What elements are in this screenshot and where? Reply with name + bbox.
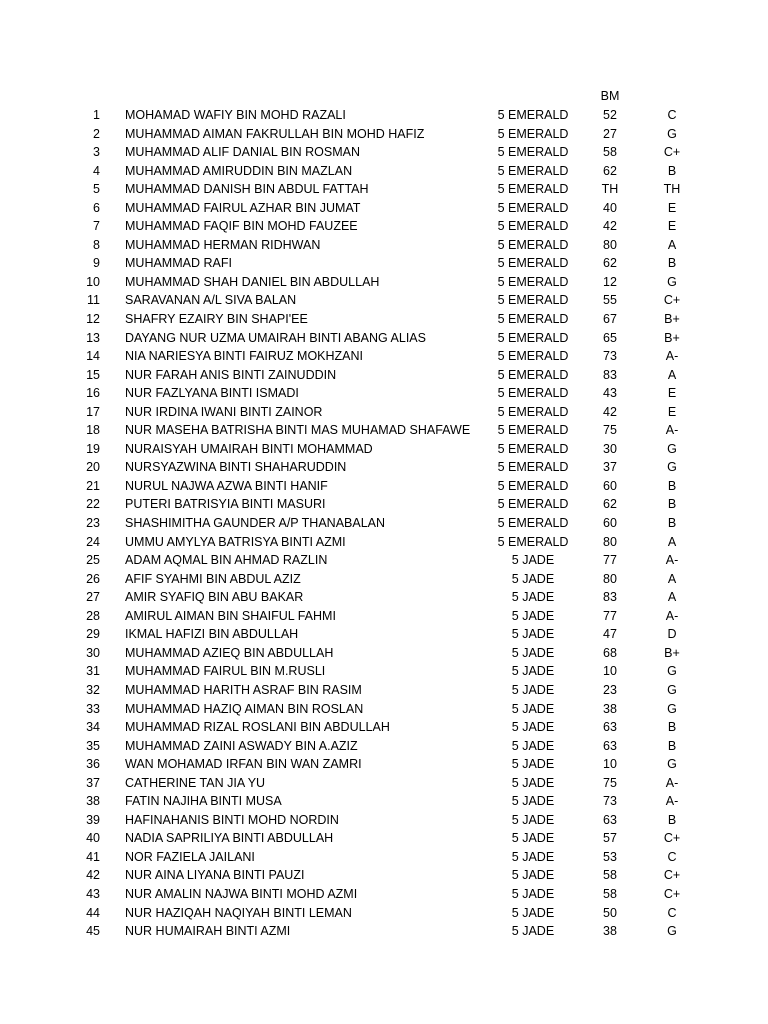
bm-grade: A-	[665, 794, 679, 809]
row-number: 44	[86, 905, 100, 920]
bm-mark: 38	[603, 924, 617, 939]
student-name: MUHAMMAD ALIF DANIAL BIN ROSMAN	[125, 145, 360, 160]
student-name: MUHAMMAD AZIEQ BIN ABDULLAH	[125, 645, 334, 660]
student-name: SHAFRY EZAIRY BIN SHAPI'EE	[125, 312, 308, 327]
class-name: 5 EMERALD	[497, 312, 569, 327]
class-name: 5 JADE	[511, 757, 555, 772]
bm-mark: 55	[603, 293, 617, 308]
table-row	[0, 495, 768, 514]
class-name: 5 JADE	[511, 664, 555, 679]
student-list	[0, 106, 768, 941]
table-row	[0, 644, 768, 663]
row-number: 13	[86, 330, 100, 345]
class-name: 5 EMERALD	[497, 534, 569, 549]
bm-grade: C	[667, 905, 677, 920]
table-row	[0, 625, 768, 644]
table-row	[0, 236, 768, 255]
table-row	[0, 180, 768, 199]
table-row	[0, 329, 768, 348]
bm-mark: 75	[603, 423, 617, 438]
student-name: MUHAMMAD SHAH DANIEL BIN ABDULLAH	[125, 274, 380, 289]
bm-mark: 50	[603, 905, 617, 920]
class-name: 5 EMERALD	[497, 441, 569, 456]
bm-mark: 67	[603, 312, 617, 327]
table-row	[0, 421, 768, 440]
bm-grade: A	[667, 534, 677, 549]
class-name: 5 EMERALD	[497, 367, 569, 382]
class-name: 5 JADE	[511, 886, 555, 901]
bm-grade: C+	[663, 868, 681, 883]
class-name: 5 JADE	[511, 775, 555, 790]
row-number: 10	[86, 274, 100, 289]
table-row	[0, 533, 768, 552]
bm-mark: 68	[603, 645, 617, 660]
row-number: 22	[86, 497, 100, 512]
student-name: NOR FAZIELA JAILANI	[125, 849, 255, 864]
table-row	[0, 440, 768, 459]
class-name: 5 JADE	[511, 794, 555, 809]
table-row	[0, 477, 768, 496]
row-number: 12	[86, 312, 100, 327]
bm-mark: 58	[603, 145, 617, 160]
bm-grade: B+	[664, 645, 680, 660]
bm-grade: B	[667, 720, 677, 735]
class-name: 5 EMERALD	[497, 423, 569, 438]
bm-grade: A	[667, 590, 677, 605]
bm-mark: 10	[603, 757, 617, 772]
header-row	[0, 87, 768, 106]
student-name: NUR MASEHA BATRISHA BINTI MAS MUHAMAD SHAFAWE	[125, 423, 471, 438]
class-name: 5 JADE	[511, 645, 555, 660]
row-number: 15	[86, 367, 100, 382]
class-name: 5 JADE	[511, 924, 555, 939]
bm-mark: 80	[603, 571, 617, 586]
table-row	[0, 848, 768, 867]
table-row	[0, 922, 768, 941]
bm-mark: 77	[603, 608, 617, 623]
table-row	[0, 904, 768, 923]
row-number: 11	[87, 293, 100, 308]
student-name: SHASHIMITHA GAUNDER A/P THANABALAN	[125, 516, 386, 531]
bm-grade: G	[667, 460, 677, 475]
bm-grade: C	[667, 849, 677, 864]
class-name: 5 EMERALD	[497, 497, 569, 512]
table-row	[0, 866, 768, 885]
class-name: 5 EMERALD	[497, 404, 569, 419]
row-number: 21	[86, 478, 100, 493]
student-name: NURSYAZWINA BINTI SHAHARUDDIN	[125, 460, 347, 475]
table-row	[0, 199, 768, 218]
student-name: NURAISYAH UMAIRAH BINTI MOHAMMAD	[125, 441, 373, 456]
student-name: NIA NARIESYA BINTI FAIRUZ MOKHZANI	[125, 349, 364, 364]
bm-mark: 57	[603, 831, 617, 846]
student-name: AFIF SYAHMI BIN ABDUL AZIZ	[125, 571, 301, 586]
bm-grade: A-	[665, 423, 679, 438]
table-row	[0, 514, 768, 533]
student-name: MUHAMMAD HERMAN RIDHWAN	[125, 237, 321, 252]
row-number: 41	[86, 849, 100, 864]
class-name: 5 EMERALD	[497, 349, 569, 364]
row-number: 24	[86, 534, 100, 549]
row-number: 17	[86, 404, 100, 419]
bm-mark: 63	[603, 720, 617, 735]
class-name: 5 JADE	[511, 905, 555, 920]
table-row	[0, 106, 768, 125]
student-name: NUR AMALIN NAJWA BINTI MOHD AZMI	[125, 886, 358, 901]
class-name: 5 JADE	[511, 590, 555, 605]
student-name: NADIA SAPRILIYA BINTI ABDULLAH	[125, 831, 334, 846]
table-row	[0, 662, 768, 681]
table-row	[0, 792, 768, 811]
bm-mark: 60	[603, 516, 617, 531]
table-row	[0, 588, 768, 607]
row-number: 43	[86, 886, 100, 901]
student-name: WAN MOHAMAD IRFAN BIN WAN ZAMRI	[125, 757, 362, 772]
bm-mark: 60	[603, 478, 617, 493]
table-row	[0, 811, 768, 830]
student-name: MUHAMMAD FAIRUL AZHAR BIN JUMAT	[125, 200, 361, 215]
bm-mark: 77	[603, 553, 617, 568]
bm-mark: TH	[601, 182, 619, 197]
class-name: 5 EMERALD	[497, 330, 569, 345]
bm-grade: C+	[663, 145, 681, 160]
student-name: MUHAMMAD AMIRUDDIN BIN MAZLAN	[125, 163, 353, 178]
table-row	[0, 143, 768, 162]
student-name: MUHAMMAD AIMAN FAKRULLAH BIN MOHD HAFIZ	[125, 126, 425, 141]
bm-grade: C	[667, 108, 677, 122]
bm-mark: 27	[603, 126, 617, 141]
student-name: MUHAMMAD FAQIF BIN MOHD FAUZEE	[125, 219, 358, 234]
class-name: 5 EMERALD	[497, 200, 569, 215]
class-name: 5 JADE	[511, 701, 555, 716]
bm-mark: 58	[603, 868, 617, 883]
table-row	[0, 737, 768, 756]
student-name: MUHAMMAD ZAINI ASWADY BIN A.AZIZ	[125, 738, 358, 753]
student-name: MUHAMMAD DANISH BIN ABDUL FATTAH	[125, 182, 369, 197]
row-number: 39	[86, 812, 100, 827]
row-number: 26	[86, 571, 100, 586]
student-name: MUHAMMAD RIZAL ROSLANI BIN ABDULLAH	[125, 720, 390, 735]
class-name: 5 EMERALD	[497, 108, 569, 122]
bm-grade: G	[667, 701, 677, 716]
row-number: 16	[86, 386, 100, 401]
class-name: 5 EMERALD	[497, 145, 569, 160]
table-row	[0, 384, 768, 403]
class-name: 5 JADE	[511, 682, 555, 697]
bm-grade: A-	[665, 775, 679, 790]
bm-grade: C+	[663, 293, 681, 308]
student-name: NURUL NAJWA AZWA BINTI HANIF	[125, 478, 328, 493]
student-name: MUHAMMAD HAZIQ AIMAN BIN ROSLAN	[125, 701, 364, 716]
student-name: ADAM AQMAL BIN AHMAD RAZLIN	[125, 553, 328, 568]
row-number: 25	[86, 553, 100, 568]
row-number: 14	[86, 349, 100, 364]
table-row	[0, 125, 768, 144]
row-number: 9	[93, 256, 100, 271]
row-number: 33	[86, 701, 100, 716]
bm-grade: B	[667, 812, 677, 827]
row-number: 40	[86, 831, 100, 846]
table-row	[0, 291, 768, 310]
bm-mark: 10	[603, 664, 617, 679]
class-name: 5 JADE	[511, 608, 555, 623]
bm-grade: A-	[665, 608, 679, 623]
student-name: NUR HUMAIRAH BINTI AZMI	[125, 924, 291, 939]
bm-grade: B	[667, 478, 677, 493]
bm-mark: 30	[603, 441, 617, 456]
bm-grade: A	[667, 367, 677, 382]
table-row	[0, 570, 768, 589]
table-row	[0, 366, 768, 385]
student-name: NUR HAZIQAH NAQIYAH BINTI LEMAN	[125, 905, 352, 920]
bm-grade: C+	[663, 831, 681, 846]
class-name: 5 EMERALD	[497, 126, 569, 141]
class-name: 5 JADE	[511, 553, 555, 568]
table-row	[0, 347, 768, 366]
table-row	[0, 700, 768, 719]
class-name: 5 EMERALD	[497, 386, 569, 401]
class-name: 5 JADE	[511, 831, 555, 846]
bm-mark: 42	[603, 219, 617, 234]
bm-mark: 62	[603, 163, 617, 178]
bm-grade: C+	[663, 886, 681, 901]
table-row	[0, 310, 768, 329]
row-number: 1	[93, 108, 100, 122]
row-number: 18	[86, 423, 100, 438]
class-name: 5 JADE	[511, 720, 555, 735]
class-name: 5 EMERALD	[497, 293, 569, 308]
row-number: 27	[86, 590, 100, 605]
class-name: 5 EMERALD	[497, 256, 569, 271]
student-name: NUR FAZLYANA BINTI ISMADI	[125, 386, 299, 401]
bm-grade: B+	[664, 312, 680, 327]
bm-grade: B	[667, 497, 677, 512]
row-number: 8	[93, 237, 100, 252]
bm-grade: A	[667, 237, 677, 252]
bm-mark: 75	[603, 775, 617, 790]
table-row	[0, 403, 768, 422]
row-number: 38	[86, 794, 100, 809]
student-name: CATHERINE TAN JIA YU	[125, 775, 266, 790]
bm-mark: 80	[603, 534, 617, 549]
row-number: 20	[86, 460, 100, 475]
class-name: 5 EMERALD	[497, 516, 569, 531]
class-name: 5 EMERALD	[497, 237, 569, 252]
row-number: 2	[93, 126, 100, 141]
bm-mark: 53	[603, 849, 617, 864]
row-number: 6	[93, 200, 100, 215]
table-row	[0, 273, 768, 292]
table-row	[0, 607, 768, 626]
row-number: 28	[86, 608, 100, 623]
student-name: DAYANG NUR UZMA UMAIRAH BINTI ABANG ALIAS	[125, 330, 426, 345]
bm-grade: B+	[664, 330, 680, 345]
class-name: 5 EMERALD	[497, 460, 569, 475]
subject-header: BM	[600, 89, 620, 103]
class-name: 5 EMERALD	[497, 182, 569, 197]
row-number: 19	[86, 441, 100, 456]
table-row	[0, 755, 768, 774]
bm-grade: G	[667, 682, 677, 697]
bm-grade: G	[667, 924, 677, 939]
student-name: NUR FARAH ANIS BINTI ZAINUDDIN	[125, 367, 337, 382]
bm-mark: 83	[603, 590, 617, 605]
class-name: 5 EMERALD	[497, 478, 569, 493]
class-name: 5 JADE	[511, 868, 555, 883]
student-name: NUR AINA LIYANA BINTI PAUZI	[125, 868, 305, 883]
student-name: HAFINAHANIS BINTI MOHD NORDIN	[125, 812, 339, 827]
table-row	[0, 885, 768, 904]
bm-grade: A	[667, 571, 677, 586]
bm-grade: B	[667, 163, 677, 178]
student-name: SARAVANAN A/L SIVA BALAN	[125, 293, 297, 308]
bm-mark: 65	[603, 330, 617, 345]
table-row	[0, 681, 768, 700]
bm-mark: 58	[603, 886, 617, 901]
student-name: NUR IRDINA IWANI BINTI ZAINOR	[125, 404, 323, 419]
row-number: 4	[93, 163, 100, 178]
class-name: 5 JADE	[511, 812, 555, 827]
row-number: 42	[86, 868, 100, 883]
bm-mark: 40	[603, 200, 617, 215]
bm-mark: 62	[603, 497, 617, 512]
class-name: 5 JADE	[511, 849, 555, 864]
bm-mark: 80	[603, 237, 617, 252]
row-number: 36	[86, 757, 100, 772]
bm-grade: E	[667, 219, 677, 234]
table-row	[0, 254, 768, 273]
class-name: 5 JADE	[511, 738, 555, 753]
table-row	[0, 458, 768, 477]
bm-grade: B	[667, 256, 677, 271]
bm-mark: 52	[603, 108, 617, 122]
row-number: 3	[93, 145, 100, 160]
bm-mark: 63	[603, 738, 617, 753]
row-number: 34	[86, 720, 100, 735]
bm-grade: B	[667, 516, 677, 531]
bm-mark: 37	[603, 460, 617, 475]
bm-grade: E	[667, 200, 677, 215]
bm-grade: D	[667, 627, 677, 642]
class-name: 5 EMERALD	[497, 274, 569, 289]
table-row	[0, 551, 768, 570]
bm-grade: A-	[665, 349, 679, 364]
bm-mark: 63	[603, 812, 617, 827]
student-name: FATIN NAJIHA BINTI MUSA	[125, 794, 282, 809]
table-row	[0, 718, 768, 737]
row-number: 37	[86, 775, 100, 790]
student-name: UMMU AMYLYA BATRISYA BINTI AZMI	[125, 534, 346, 549]
bm-mark: 62	[603, 256, 617, 271]
bm-mark: 23	[603, 682, 617, 697]
bm-grade: G	[667, 441, 677, 456]
bm-grade: TH	[663, 182, 681, 197]
row-number: 30	[86, 645, 100, 660]
row-number: 7	[93, 219, 100, 234]
row-number: 29	[86, 627, 100, 642]
student-name: IKMAL HAFIZI BIN ABDULLAH	[125, 627, 299, 642]
row-number: 5	[93, 182, 100, 197]
bm-mark: 47	[603, 627, 617, 642]
row-number: 23	[86, 516, 100, 531]
student-name: MUHAMMAD FAIRUL BIN M.RUSLI	[125, 664, 326, 679]
row-number: 31	[86, 664, 100, 679]
table-row	[0, 162, 768, 181]
row-number: 45	[86, 924, 100, 939]
bm-mark: 83	[603, 367, 617, 382]
bm-grade: G	[667, 757, 677, 772]
row-number: 32	[86, 682, 100, 697]
table-row	[0, 829, 768, 848]
table-row	[0, 217, 768, 236]
bm-mark: 12	[603, 274, 617, 289]
student-name: MOHAMAD WAFIY BIN MOHD RAZALI	[125, 108, 346, 122]
student-name: AMIRUL AIMAN BIN SHAIFUL FAHMI	[125, 608, 336, 623]
student-name: PUTERI BATRISYIA BINTI MASURI	[125, 497, 326, 512]
bm-grade: E	[667, 386, 677, 401]
bm-grade: E	[667, 404, 677, 419]
bm-mark: 43	[603, 386, 617, 401]
student-name: MUHAMMAD RAFI	[125, 256, 232, 271]
class-name: 5 EMERALD	[497, 163, 569, 178]
bm-grade: A-	[665, 553, 679, 568]
bm-grade: G	[667, 274, 677, 289]
bm-grade: G	[667, 126, 677, 141]
bm-grade: B	[667, 738, 677, 753]
bm-mark: 38	[603, 701, 617, 716]
class-name: 5 EMERALD	[497, 219, 569, 234]
row-number: 35	[86, 738, 100, 753]
student-name: AMIR SYAFIQ BIN ABU BAKAR	[125, 590, 304, 605]
table-row	[0, 774, 768, 793]
class-name: 5 JADE	[511, 571, 555, 586]
class-name: 5 JADE	[511, 627, 555, 642]
bm-grade: G	[667, 664, 677, 679]
student-name: MUHAMMAD HARITH ASRAF BIN RASIM	[125, 682, 362, 697]
bm-mark: 73	[603, 794, 617, 809]
bm-mark: 73	[603, 349, 617, 364]
bm-mark: 42	[603, 404, 617, 419]
